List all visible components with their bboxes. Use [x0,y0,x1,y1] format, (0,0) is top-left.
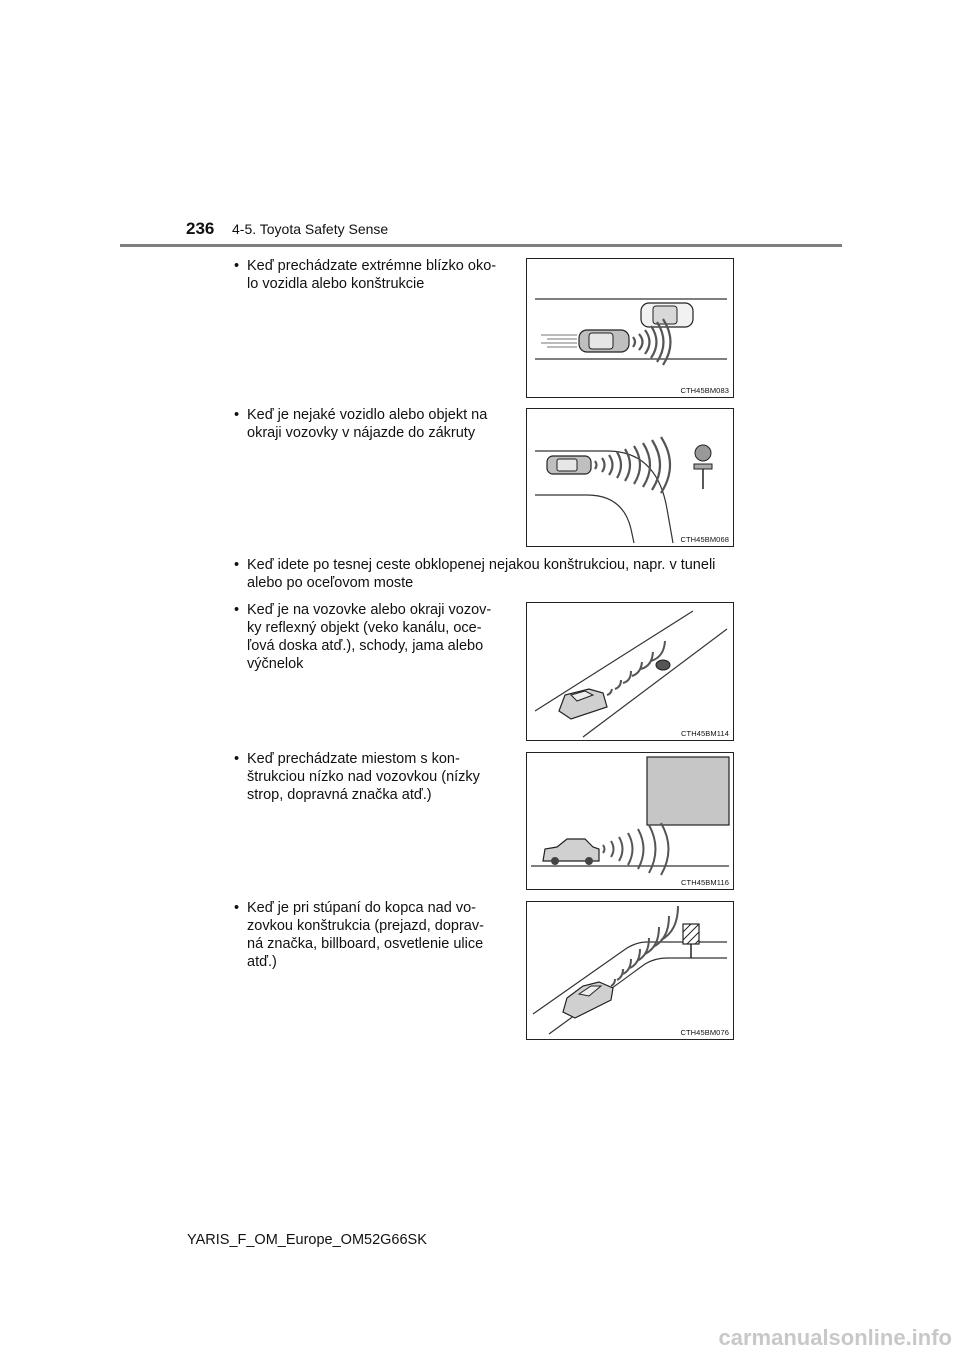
bullet-icon: • [234,407,240,423]
uphill-structure-illustration [527,902,733,1039]
item-text: Keď prechádzate extrémne blízko oko- lo vozidla alebo konštrukcie [247,258,497,292]
car-icon [547,456,591,474]
figure-code: CTH45BM114 [681,729,729,738]
figure-curve-entry [526,408,734,547]
bullet-icon: • [234,900,240,916]
section-title: 4-5. Toyota Safety Sense [232,221,389,237]
low-structure-illustration [527,753,733,889]
roadside-sign-icon [694,445,712,489]
item-text: Keď idete po tesnej ceste obklopenej nejakou konštrukciou, napr. v tuneli alebo po oceľovom moste [247,557,716,591]
bullet-icon: • [234,557,240,573]
item-text: Keď je pri stúpaní do kopca nad vo- zovkou konštrukcia (prejazd, doprav- ná značka, billboard, osvetlenie ulice atď.) [247,900,484,970]
curve-entry-illustration [527,409,733,546]
page-number: 236 [186,219,215,238]
radar-waves-icon [595,437,670,493]
car-icon [543,839,599,865]
figure-code: CTH45BM068 [680,535,729,544]
bullet-icon: • [234,751,240,767]
bullet-icon: • [234,602,240,618]
figure-code: CTH45BM076 [680,1028,729,1037]
list-item [234,257,506,293]
list-item [234,406,506,442]
overhead-sign-icon [683,924,699,958]
parked-car-icon [641,303,693,327]
manhole-icon [656,660,670,670]
item-text: Keď je na vozovke alebo okraji vozov- ky reflexný objekt (veko kanálu, oce- ľová doska atď.), schody, jama alebo výčnelok [247,602,492,672]
header-rule [120,244,842,247]
item-text: Keď prechádzate miestom s kon- štrukciou nízko nad vozovkou (nízky strop, dopravná značka atď.) [247,751,480,803]
figure-low-structure [526,752,734,890]
low-ceiling-icon [647,757,729,825]
car-icon [559,689,607,719]
radar-waves-icon [607,641,665,695]
road-object-illustration [527,603,733,740]
figure-code: CTH45BM116 [681,878,729,887]
radar-waves-icon [611,906,678,986]
list-item [234,556,754,592]
figure-code: CTH45BM083 [680,386,729,395]
figure-uphill-structure [526,901,734,1040]
figure-close-pass [526,258,734,398]
close-pass-illustration [527,259,733,397]
list-item [234,750,506,804]
radar-waves-icon [603,823,669,875]
car-icon [579,330,629,352]
watermark: carmanualsonline.info [718,1325,952,1350]
list-item [234,601,506,673]
list-item [234,899,506,971]
footer-document-id: YARIS_F_OM_Europe_OM52G66SK [187,1232,427,1248]
bullet-icon: • [234,258,240,274]
item-text: Keď je nejaké vozidlo alebo objekt na okraji vozovky v nájazde do zákruty [247,407,488,441]
figure-road-object [526,602,734,741]
